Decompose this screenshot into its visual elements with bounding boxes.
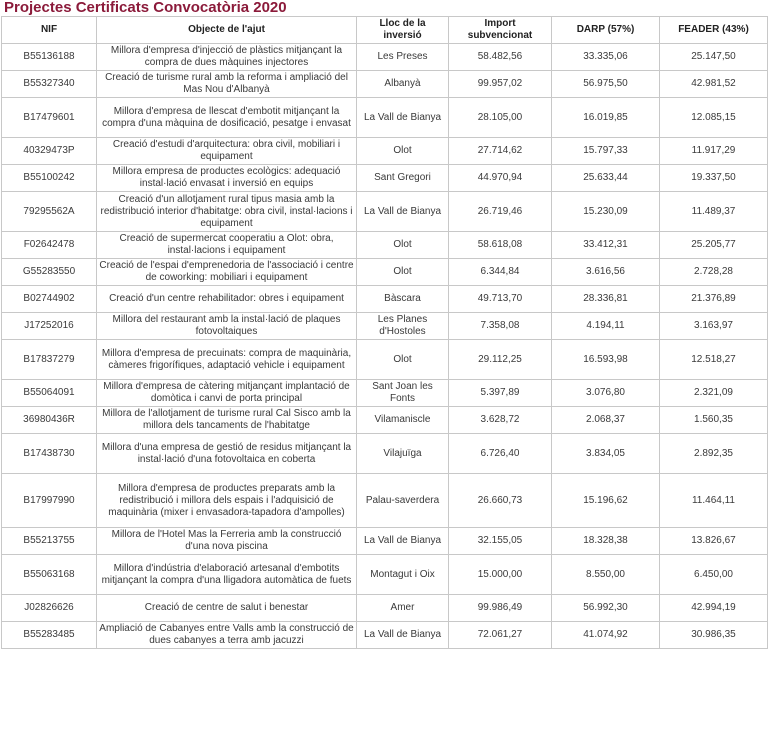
cell-objecte: Millora de l'Hotel Mas la Ferreria amb la construcció d'una nova piscina bbox=[97, 528, 357, 555]
cell-import: 26.660,73 bbox=[449, 474, 552, 528]
cell-darp: 56.992,30 bbox=[552, 595, 660, 622]
cell-nif: B17479601 bbox=[2, 98, 97, 138]
cell-feader: 1.560,35 bbox=[660, 407, 768, 434]
cell-objecte: Ampliació de Cabanyes entre Valls amb la construcció de dues cabanyes a terra amb jacuzzi bbox=[97, 622, 357, 649]
cell-nif: G55283550 bbox=[2, 259, 97, 286]
cell-lloc: Sant Joan les Fonts bbox=[357, 380, 449, 407]
cell-lloc: Vilamaniscle bbox=[357, 407, 449, 434]
cell-feader: 2.728,28 bbox=[660, 259, 768, 286]
cell-feader: 11.464,11 bbox=[660, 474, 768, 528]
table-row bbox=[2, 434, 768, 474]
table-row bbox=[2, 98, 768, 138]
cell-objecte: Millora d'empresa de llescat d'embotit mitjançant la compra d'una màquina de dosificació, pesatge i envasat bbox=[97, 98, 357, 138]
cell-darp: 8.550,00 bbox=[552, 555, 660, 595]
table-row bbox=[2, 595, 768, 622]
header-objecte: Objecte de l'ajut bbox=[97, 17, 357, 44]
cell-lloc: Montagut i Oix bbox=[357, 555, 449, 595]
cell-nif: B55136188 bbox=[2, 44, 97, 71]
cell-nif: B55327340 bbox=[2, 71, 97, 98]
cell-lloc: Olot bbox=[357, 138, 449, 165]
cell-import: 99.957,02 bbox=[449, 71, 552, 98]
cell-lloc: La Vall de Bianya bbox=[357, 192, 449, 232]
cell-nif: B55213755 bbox=[2, 528, 97, 555]
cell-feader: 42.981,52 bbox=[660, 71, 768, 98]
cell-import: 5.397,89 bbox=[449, 380, 552, 407]
cell-lloc: Sant Gregori bbox=[357, 165, 449, 192]
cell-feader: 12.518,27 bbox=[660, 340, 768, 380]
table-row bbox=[2, 474, 768, 528]
table-title: Projectes Certificats Convocatòria 2020 bbox=[4, 0, 287, 16]
header-darp: DARP (57%) bbox=[552, 17, 660, 44]
cell-lloc: Les Planes d'Hostoles bbox=[357, 313, 449, 340]
cell-nif: F02642478 bbox=[2, 232, 97, 259]
cell-feader: 2.892,35 bbox=[660, 434, 768, 474]
cell-objecte: Creació de supermercat cooperatiu a Olot: obra, instal·lacions i equipament bbox=[97, 232, 357, 259]
projects-table bbox=[1, 16, 768, 649]
table-row bbox=[2, 259, 768, 286]
cell-feader: 21.376,89 bbox=[660, 286, 768, 313]
header-lloc: Lloc de la inversió bbox=[357, 17, 449, 44]
cell-lloc: La Vall de Bianya bbox=[357, 622, 449, 649]
cell-nif: B55064091 bbox=[2, 380, 97, 407]
cell-darp: 56.975,50 bbox=[552, 71, 660, 98]
cell-nif: 40329473P bbox=[2, 138, 97, 165]
cell-import: 32.155,05 bbox=[449, 528, 552, 555]
cell-feader: 3.163,97 bbox=[660, 313, 768, 340]
cell-feader: 42.994,19 bbox=[660, 595, 768, 622]
cell-darp: 41.074,92 bbox=[552, 622, 660, 649]
cell-import: 72.061,27 bbox=[449, 622, 552, 649]
cell-import: 6.344,84 bbox=[449, 259, 552, 286]
cell-objecte: Millora de l'allotjament de turisme rural Cal Sisco amb la millora dels tancaments de l'habitatge bbox=[97, 407, 357, 434]
header-feader: FEADER (43%) bbox=[660, 17, 768, 44]
cell-import: 15.000,00 bbox=[449, 555, 552, 595]
cell-objecte: Creació d'un centre rehabilitador: obres i equipament bbox=[97, 286, 357, 313]
table-row bbox=[2, 555, 768, 595]
table-body bbox=[2, 44, 768, 649]
cell-objecte: Millora d'empresa de càtering mitjançant implantació de domòtica i canvi de porta principal bbox=[97, 380, 357, 407]
cell-objecte: Millora d'empresa de precuinats: compra de maquinària, càmeres frigorífiques, adaptació vehicle i equipament bbox=[97, 340, 357, 380]
cell-import: 58.618,08 bbox=[449, 232, 552, 259]
cell-darp: 4.194,11 bbox=[552, 313, 660, 340]
table-row bbox=[2, 232, 768, 259]
cell-objecte: Creació de turisme rural amb la reforma i ampliació del Mas Nou d'Albanyà bbox=[97, 71, 357, 98]
cell-darp: 15.196,62 bbox=[552, 474, 660, 528]
cell-objecte: Creació d'estudi d'arquitectura: obra civil, mobiliari i equipament bbox=[97, 138, 357, 165]
cell-lloc: Vilajuïga bbox=[357, 434, 449, 474]
cell-darp: 16.019,85 bbox=[552, 98, 660, 138]
cell-import: 99.986,49 bbox=[449, 595, 552, 622]
table-row bbox=[2, 340, 768, 380]
cell-import: 6.726,40 bbox=[449, 434, 552, 474]
cell-darp: 15.230,09 bbox=[552, 192, 660, 232]
cell-objecte: Millora d'empresa d'injecció de plàstics mitjançant la compra de dues màquines injectores bbox=[97, 44, 357, 71]
cell-import: 26.719,46 bbox=[449, 192, 552, 232]
cell-import: 3.628,72 bbox=[449, 407, 552, 434]
table-row bbox=[2, 380, 768, 407]
cell-darp: 25.633,44 bbox=[552, 165, 660, 192]
table-row bbox=[2, 165, 768, 192]
cell-lloc: Bàscara bbox=[357, 286, 449, 313]
cell-darp: 3.616,56 bbox=[552, 259, 660, 286]
cell-lloc: La Vall de Bianya bbox=[357, 528, 449, 555]
table-row bbox=[2, 138, 768, 165]
cell-feader: 25.205,77 bbox=[660, 232, 768, 259]
header-import: Import subvencionat bbox=[449, 17, 552, 44]
cell-nif: 79295562A bbox=[2, 192, 97, 232]
cell-lloc: Amer bbox=[357, 595, 449, 622]
cell-darp: 33.335,06 bbox=[552, 44, 660, 71]
cell-darp: 3.076,80 bbox=[552, 380, 660, 407]
cell-nif: B17837279 bbox=[2, 340, 97, 380]
cell-objecte: Millora d'empresa de productes preparats amb la redistribució i millora dels espais i l'adquisició de maquinària (mixer i envasadora-tapadora d'ampolles) bbox=[97, 474, 357, 528]
cell-import: 7.358,08 bbox=[449, 313, 552, 340]
cell-import: 29.112,25 bbox=[449, 340, 552, 380]
cell-nif: B55063168 bbox=[2, 555, 97, 595]
cell-feader: 30.986,35 bbox=[660, 622, 768, 649]
cell-darp: 16.593,98 bbox=[552, 340, 660, 380]
cell-import: 44.970,94 bbox=[449, 165, 552, 192]
cell-nif: B17438730 bbox=[2, 434, 97, 474]
cell-feader: 6.450,00 bbox=[660, 555, 768, 595]
cell-nif: B02744902 bbox=[2, 286, 97, 313]
cell-darp: 28.336,81 bbox=[552, 286, 660, 313]
cell-feader: 13.826,67 bbox=[660, 528, 768, 555]
cell-lloc: Les Preses bbox=[357, 44, 449, 71]
cell-feader: 11.917,29 bbox=[660, 138, 768, 165]
cell-import: 27.714,62 bbox=[449, 138, 552, 165]
cell-objecte: Creació de l'espai d'emprenedoria de l'associació i centre de coworking: mobiliari i equipament bbox=[97, 259, 357, 286]
cell-objecte: Millora empresa de productes ecològics: adequació instal·lació envasat i inversió en equips bbox=[97, 165, 357, 192]
cell-feader: 2.321,09 bbox=[660, 380, 768, 407]
cell-objecte: Millora d'una empresa de gestió de residus mitjançant la instal·lació d'una fotovoltaica en coberta bbox=[97, 434, 357, 474]
table-row bbox=[2, 192, 768, 232]
cell-import: 58.482,56 bbox=[449, 44, 552, 71]
table-row bbox=[2, 71, 768, 98]
cell-nif: B55283485 bbox=[2, 622, 97, 649]
cell-feader: 25.147,50 bbox=[660, 44, 768, 71]
cell-import: 49.713,70 bbox=[449, 286, 552, 313]
cell-darp: 33.412,31 bbox=[552, 232, 660, 259]
cell-objecte: Creació de centre de salut i benestar bbox=[97, 595, 357, 622]
table-row bbox=[2, 44, 768, 71]
cell-lloc: Olot bbox=[357, 340, 449, 380]
cell-import: 28.105,00 bbox=[449, 98, 552, 138]
cell-lloc: La Vall de Bianya bbox=[357, 98, 449, 138]
cell-darp: 18.328,38 bbox=[552, 528, 660, 555]
cell-objecte: Creació d'un allotjament rural tipus masia amb la redistribució interior d'habitatge: obra civil, instal·lacions i equipament bbox=[97, 192, 357, 232]
cell-feader: 12.085,15 bbox=[660, 98, 768, 138]
cell-feader: 11.489,37 bbox=[660, 192, 768, 232]
cell-darp: 2.068,37 bbox=[552, 407, 660, 434]
table-row bbox=[2, 528, 768, 555]
cell-lloc: Albanyà bbox=[357, 71, 449, 98]
table-row bbox=[2, 622, 768, 649]
table-row bbox=[2, 407, 768, 434]
cell-lloc: Olot bbox=[357, 259, 449, 286]
cell-objecte: Millora d'indústria d'elaboració artesanal d'embotits mitjançant la compra d'una lligadora automàtica de fuets bbox=[97, 555, 357, 595]
cell-nif: 36980436R bbox=[2, 407, 97, 434]
cell-lloc: Palau-saverdera bbox=[357, 474, 449, 528]
cell-nif: B55100242 bbox=[2, 165, 97, 192]
cell-lloc: Olot bbox=[357, 232, 449, 259]
cell-objecte: Millora del restaurant amb la instal·lació de plaques fotovoltaiques bbox=[97, 313, 357, 340]
cell-darp: 15.797,33 bbox=[552, 138, 660, 165]
cell-nif: J02826626 bbox=[2, 595, 97, 622]
cell-feader: 19.337,50 bbox=[660, 165, 768, 192]
table-row bbox=[2, 286, 768, 313]
cell-darp: 3.834,05 bbox=[552, 434, 660, 474]
cell-nif: B17997990 bbox=[2, 474, 97, 528]
table-header-row bbox=[2, 17, 768, 44]
cell-nif: J17252016 bbox=[2, 313, 97, 340]
table-row bbox=[2, 313, 768, 340]
header-nif: NIF bbox=[2, 17, 97, 44]
